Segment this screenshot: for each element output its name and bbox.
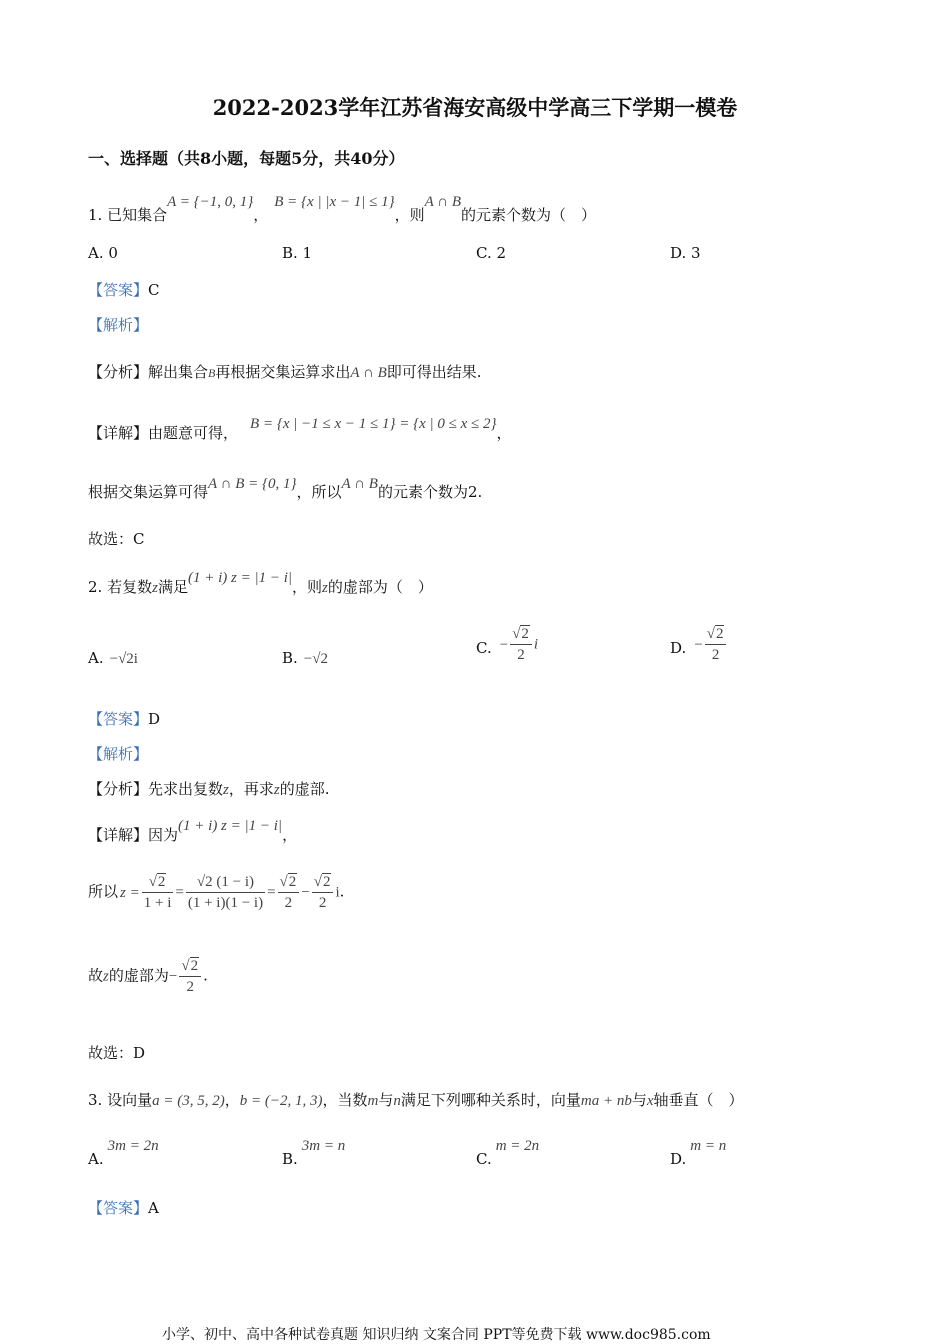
q3-stem (88, 1089, 744, 1110)
q2-option-d-minus: − (694, 636, 703, 653)
q3-option-d-label: D. (670, 1150, 687, 1168)
q3-option-a (88, 1136, 159, 1168)
q1-answer-value: C (148, 281, 160, 299)
q2-option-c-label: C. (476, 638, 492, 657)
q2-fenxi-z2: z (273, 782, 280, 798)
q1-comma: ， (253, 206, 269, 224)
q2-imag-part (88, 956, 208, 997)
q2-detail (88, 814, 298, 844)
q3-x: x (646, 1093, 654, 1109)
q3-option-c-value: m = 2n (495, 1138, 540, 1154)
q1-stem (88, 190, 596, 224)
q3-m: m (367, 1093, 379, 1109)
section-heading: 一、选择题（共8小题，每题5分，共40分） (88, 149, 405, 168)
q1-intersection: A ∩ B (424, 194, 461, 210)
q2-frac3-rad: 2 (288, 874, 297, 890)
q3-option-b-value: 3m = n (301, 1138, 346, 1154)
q1-conclusion: 故选：C (88, 530, 145, 548)
q2-imag-den: 2 (186, 979, 194, 995)
q2-imag-frac (179, 956, 201, 997)
q3-stem-mid2: 满足下列哪种关系时，向量 (400, 1091, 581, 1109)
q1-stem-mid: ，则 (394, 206, 425, 224)
q2-fenxi-c: 的虚部. (279, 780, 330, 798)
q2-option-d-num: √2 (705, 624, 727, 645)
q1-fenxi-b: B (208, 366, 216, 380)
q1-line2-c: A ∩ B (341, 476, 378, 492)
q2-option-c (476, 624, 538, 665)
answer-tag-3: 【答案】 (88, 1199, 149, 1217)
q1-option-c: C. 2 (476, 244, 507, 262)
q2-fenxi-a: 先求出复数 (148, 780, 224, 798)
q2-fenxi-z: z (223, 782, 229, 798)
q3-option-a-value: 3m = 2n (107, 1138, 159, 1154)
q1-detail-math: B = {x | −1 ≤ x − 1 ≤ 1} = {x | 0 ≤ x ≤ 2} (250, 416, 497, 432)
q2-option-d (670, 624, 728, 665)
q2-frac1 (142, 872, 174, 913)
q1-analysis (88, 361, 482, 382)
q2-eq2: = (267, 884, 276, 901)
q2-stem (88, 566, 433, 596)
q2-stem-prefix: 2. 若复数 (88, 578, 153, 596)
q2-analysis (88, 778, 330, 799)
q2-imag-a: 故 (88, 966, 104, 985)
answer-tag: 【答案】 (88, 281, 149, 299)
q3-option-a-label: A. (88, 1150, 104, 1168)
q2-frac3-den: 2 (284, 895, 293, 911)
q2-option-a-value: −√2i (109, 651, 138, 667)
q2-stem-suffix: 的虚部为（ ） (327, 578, 433, 596)
q2-frac4-den: 2 (318, 895, 327, 911)
q1-line2-d: 的元素个数为2. (377, 483, 483, 501)
q3-comma: ， (224, 1091, 240, 1109)
q2-option-b-label: B. (282, 649, 298, 667)
q3-vec-b: b = (−2, 1, 3) (239, 1093, 323, 1109)
q3-option-c-label: C. (476, 1150, 492, 1168)
q3-stem-prefix: 3. 设向量 (88, 1091, 153, 1109)
q2-condition: (1 + i) z = |1 − i| (187, 570, 292, 586)
q3-option-b (282, 1136, 346, 1168)
q1-detail-end: ， (496, 424, 512, 442)
q3-n: n (393, 1093, 401, 1109)
q2-detail-a: 因为 (148, 826, 179, 844)
q1-fenxi-a: 解出集合 (148, 363, 209, 381)
q2-option-c-minus: − (499, 636, 509, 653)
q2-option-c-frac (510, 624, 532, 665)
q2-answer (88, 708, 160, 729)
q2-frac4-rad: 2 (322, 874, 331, 890)
q2-frac1-rad: 2 (157, 874, 166, 890)
q1-fenxi-e: 即可得出结果. (386, 363, 482, 381)
q2-i-end: i (335, 884, 340, 901)
q2-frac1-num: √2 (142, 872, 174, 893)
q3-option-c (476, 1136, 540, 1168)
q3-stem-suffix: 轴垂直（ ） (653, 1091, 744, 1109)
q1-line2-math: A ∩ B = {0, 1} (208, 476, 297, 492)
q2-fenxi-b: ，再求 (228, 780, 274, 798)
q1-option-d: D. 3 (670, 244, 701, 262)
q3-stem-mid: ，当数 (322, 1091, 368, 1109)
q2-so: 所以 (88, 882, 119, 901)
q1-set-b: B = {x | |x − 1| ≤ 1} (274, 194, 395, 210)
q3-yu: 与 (378, 1091, 394, 1109)
q3-yu2: 与 (631, 1091, 647, 1109)
q1-detail-a: 由题意可得， (148, 424, 239, 442)
xiangjie-tag-2: 【详解】 (88, 826, 149, 844)
q2-option-c-den: 2 (517, 647, 525, 663)
q2-imag-num: √2 (179, 956, 201, 977)
q1-jiexi-tag: 【解析】 (88, 316, 149, 334)
q2-z: z (152, 580, 158, 596)
q3-option-b-label: B. (282, 1150, 298, 1168)
q1-line2-a: 根据交集运算可得 (88, 483, 209, 501)
q2-option-d-den: 2 (711, 647, 720, 663)
q2-option-d-rad: 2 (715, 626, 724, 642)
q2-eq1: = (175, 884, 184, 901)
q3-option-d (670, 1136, 727, 1168)
q2-stem-mid2: ，则 (291, 578, 322, 596)
q2-period: . (339, 882, 345, 901)
q1-answer (88, 279, 160, 300)
q2-option-d-frac (705, 624, 727, 665)
q2-imag-rad: 2 (190, 958, 199, 974)
q2-option-b-value: −√2 (303, 651, 328, 667)
q2-imag-z: z (103, 968, 109, 985)
q2-option-a (88, 649, 138, 668)
q1-fenxi-d: A ∩ B (350, 365, 387, 381)
q2-option-c-rad: 2 (521, 626, 529, 642)
q2-frac3-num: √2 (278, 872, 300, 893)
fenxi-tag-2: 【分析】 (88, 780, 149, 798)
q2-jiexi-tag: 【解析】 (88, 745, 149, 763)
q2-option-d-label: D. (670, 638, 687, 657)
q2-option-c-num: √2 (510, 624, 532, 645)
q2-derivation (88, 872, 344, 913)
q1-detail (88, 412, 512, 442)
q2-conclusion: 故选：D (88, 1044, 146, 1062)
q2-frac3 (278, 872, 300, 913)
q3-ma-nb: ma + nb (580, 1093, 632, 1109)
q2-imag-minus: − (168, 968, 178, 985)
q3-answer (88, 1197, 159, 1218)
q2-frac2-den: (1 + i)(1 − i) (187, 895, 264, 911)
q2-frac2 (186, 872, 265, 913)
page-footer: 小学、初中、高中各种试卷真题 知识归纳 文案合同 PPT等免费下载 www.doc985.com (162, 1327, 711, 1343)
q1-fenxi-c: 再根据交集运算求出 (215, 363, 351, 381)
q2-detail-end: ， (282, 826, 298, 844)
q2-frac2-num: √2 (1 − i) (186, 872, 265, 893)
q2-zeq: z = (120, 884, 140, 901)
q2-option-c-i: i (533, 636, 539, 653)
q1-option-b: B. 1 (282, 244, 313, 262)
q1-set-a: A = {−1, 0, 1} (167, 194, 254, 210)
q2-option-a-label: A. (88, 649, 104, 667)
q2-answer-value: D (148, 710, 161, 728)
q1-stem-suffix: 的元素个数为（ ） (460, 206, 596, 224)
answer-tag-2: 【答案】 (88, 710, 149, 728)
q2-frac1-den: 1 + i (143, 895, 172, 911)
q1-detail-line2 (88, 472, 483, 501)
q2-minus-mid: − (301, 884, 310, 901)
q2-frac4-num: √2 (312, 872, 334, 893)
q2-option-b (282, 649, 328, 668)
q1-stem-prefix: 1. 已知集合 (88, 206, 168, 224)
q2-detail-math: (1 + i) z = |1 − i| (178, 818, 283, 834)
q1-line2-b: ，所以 (296, 483, 342, 501)
q2-imag-period: . (203, 966, 208, 985)
q3-option-d-value: m = n (690, 1138, 727, 1154)
q2-stem-mid: 满足 (157, 578, 188, 596)
q3-answer-value: A (148, 1199, 159, 1217)
q1-option-a: A. 0 (88, 244, 118, 262)
xiangjie-tag: 【详解】 (88, 424, 149, 442)
q3-vec-a: a = (3, 5, 2) (152, 1093, 225, 1109)
page-title: 2022-2023学年江苏省海安高级中学高三下学期一模卷 (212, 95, 738, 120)
fenxi-tag: 【分析】 (88, 363, 149, 381)
q2-imag-b: 的虚部为 (108, 966, 169, 985)
q2-z2: z (322, 580, 328, 596)
q2-frac4 (312, 872, 334, 913)
